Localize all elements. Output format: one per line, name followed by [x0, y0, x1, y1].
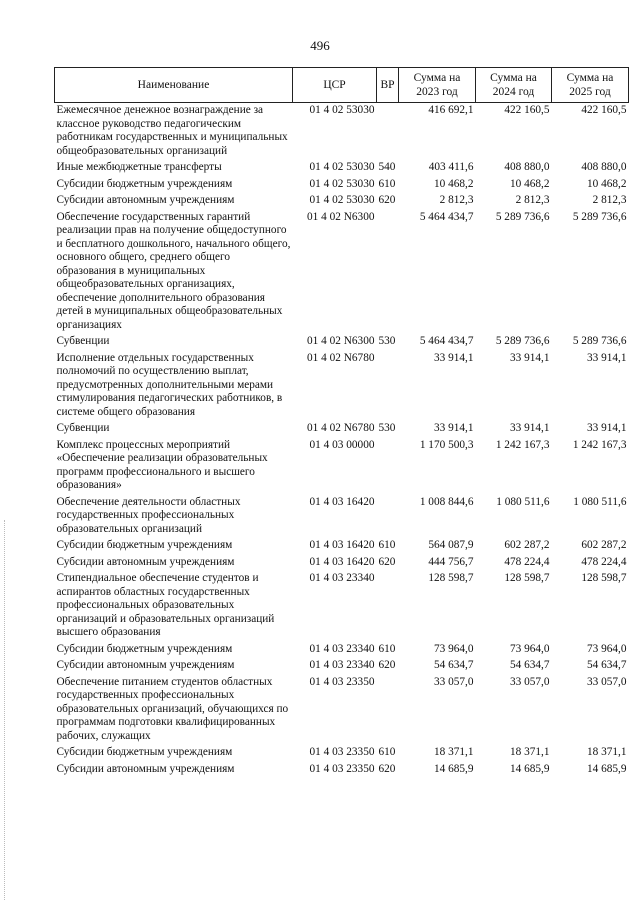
row-sum-2025-cell: 54 634,7 [586, 659, 627, 671]
row-sum-2025-cell: 33 914,1 [586, 422, 627, 434]
table-row [55, 103, 629, 161]
row-vr-cell [377, 675, 399, 746]
row-vr-cell [377, 210, 399, 335]
row-name-cell: Субсидии бюджетным учреждениям [56, 177, 233, 190]
row-sum-2023-cell: 5 464 434,7 [419, 335, 474, 347]
row-sum-2024-cell: 2 812,3 [515, 194, 550, 206]
row-name-cell: Стипендиальное обеспечение студентов и аспирантов областных государственных профессиональных образовательных организаций и образовательных организаций высшего образования [56, 572, 275, 638]
row-sum-2023-cell: 416 692,1 [428, 104, 474, 116]
row-vr-cell [377, 351, 399, 422]
row-vr-cell [377, 103, 399, 161]
row-sum-2023-cell: 33 914,1 [433, 422, 474, 434]
row-sum-2024-cell: 54 634,7 [509, 659, 550, 671]
row-sum-2024-cell: 14 685,9 [509, 762, 550, 775]
row-name-cell: Иные межбюджетные трансферты [56, 161, 222, 173]
table-row [55, 571, 629, 642]
row-vr-cell [377, 438, 399, 495]
row-sum-2023-cell: 10 468,2 [433, 177, 474, 190]
row-sum-2024-cell: 1 080 511,6 [496, 495, 550, 508]
row-vr-cell: 610 [378, 642, 396, 655]
page-number: 496 [310, 38, 330, 53]
row-sum-2024-cell: 602 287,2 [504, 539, 550, 551]
row-sum-2023-cell: 2 812,3 [439, 194, 474, 206]
row-csr-cell: 01 4 03 16420 [309, 539, 375, 551]
row-vr-cell: 620 [378, 194, 396, 206]
budget-table [54, 67, 629, 778]
row-csr-cell: 01 4 02 N6780 [307, 351, 375, 364]
row-name-cell: Обеспечение питанием студентов областных государственных профессиональных образовательных организаций, обучающихся по программам подготовки квалифицированных рабочих, служащих [56, 675, 289, 742]
row-name-cell: Субсидии бюджетным учреждениям [56, 746, 233, 758]
row-vr-cell: 610 [378, 177, 396, 190]
row-sum-2023-cell: 564 087,9 [428, 539, 474, 551]
table-body [55, 103, 629, 779]
row-sum-2024-cell: 33 914,1 [509, 422, 550, 434]
header-vr: ВР [377, 68, 399, 103]
table-row [55, 555, 629, 572]
row-sum-2025-cell: 602 287,2 [581, 539, 627, 551]
row-vr-cell: 540 [378, 161, 396, 173]
row-vr-cell [377, 571, 399, 642]
row-sum-2024-cell: 73 964,0 [509, 642, 550, 655]
row-vr-cell: 620 [378, 555, 396, 568]
row-sum-2024-cell: 478 224,4 [504, 555, 550, 568]
row-csr-cell: 01 4 03 16420 [309, 495, 375, 508]
table-row [55, 762, 629, 779]
row-sum-2024-cell: 1 242 167,3 [495, 438, 550, 451]
row-vr-cell: 530 [378, 335, 396, 347]
row-csr-cell: 01 4 03 23340 [309, 642, 375, 655]
row-csr-cell: 01 4 02 53030 [309, 194, 375, 206]
row-sum-2025-cell: 33 914,1 [586, 351, 627, 364]
row-sum-2023-cell: 1 170 500,3 [419, 438, 474, 451]
row-csr-cell: 01 4 02 N6300 [307, 335, 375, 347]
row-sum-2025-cell: 14 685,9 [586, 762, 627, 775]
row-sum-2023-cell: 73 964,0 [433, 642, 474, 655]
row-sum-2024-cell: 5 289 736,6 [495, 210, 550, 223]
row-sum-2025-cell: 18 371,1 [586, 746, 627, 758]
row-sum-2025-cell: 33 057,0 [586, 675, 627, 688]
row-csr-cell: 01 4 03 16420 [309, 555, 375, 568]
row-sum-2023-cell: 33 057,0 [433, 675, 474, 688]
row-name-cell: Субсидии бюджетным учреждениям [56, 642, 233, 655]
table-header-row [55, 68, 629, 103]
header-name: Наименование [55, 68, 293, 103]
row-sum-2025-cell: 2 812,3 [592, 194, 627, 206]
row-name-cell: Ежемесячное денежное вознаграждение за классное руководство педагогическим работникам государственных и муниципальных общеобразовательных организаций [56, 104, 288, 157]
row-sum-2023-cell: 18 371,1 [433, 746, 474, 758]
row-sum-2023-cell: 54 634,7 [433, 659, 474, 671]
table-row [55, 658, 629, 675]
row-sum-2023-cell: 14 685,9 [433, 762, 474, 775]
header-sum-2024: Сумма на 2024 год [476, 68, 552, 103]
table-row [55, 421, 629, 438]
row-sum-2024-cell: 5 289 736,6 [495, 335, 550, 347]
row-csr-cell: 01 4 02 53030 [309, 104, 375, 116]
table-row [55, 438, 629, 495]
row-sum-2024-cell: 408 880,0 [504, 161, 550, 173]
row-csr-cell: 01 4 03 23340 [309, 572, 375, 584]
row-sum-2023-cell: 403 411,6 [428, 161, 474, 173]
row-name-cell: Обеспечение государственных гарантий реализации прав на получение общедоступного и бесплатного дошкольного, начального общего, основного общего, среднего общего образования в муниципальных общеобразовательных организациях, обеспечение дополнительного образования детей в муниципальных общеобразовательных организациях [56, 210, 291, 331]
table-row [55, 675, 629, 746]
row-sum-2023-cell: 1 008 844,6 [419, 495, 474, 508]
row-sum-2025-cell: 5 289 736,6 [572, 210, 627, 223]
row-sum-2025-cell: 1 242 167,3 [572, 438, 627, 451]
row-csr-cell: 01 4 03 23350 [309, 762, 375, 775]
table-row [55, 334, 629, 351]
row-vr-cell: 530 [378, 422, 396, 434]
row-sum-2025-cell: 422 160,5 [581, 104, 627, 116]
header-sum-2025: Сумма на 2025 год [552, 68, 629, 103]
row-vr-cell: 620 [378, 659, 396, 671]
row-sum-2023-cell: 444 756,7 [428, 555, 474, 568]
row-sum-2024-cell: 33 057,0 [509, 675, 550, 688]
row-sum-2025-cell: 408 880,0 [581, 161, 627, 173]
table-row [55, 351, 629, 422]
table-row [55, 642, 629, 659]
row-csr-cell: 01 4 03 23350 [309, 675, 375, 688]
table-row [55, 210, 629, 335]
table-row [55, 745, 629, 762]
row-name-cell: Комплекс процессных мероприятий «Обеспечение реализации образовательных программ профессионального и высшего образования» [56, 438, 268, 491]
row-sum-2024-cell: 422 160,5 [504, 104, 550, 116]
row-name-cell: Субсидии автономным учреждениям [56, 194, 235, 206]
row-name-cell: Субвенции [56, 335, 110, 347]
row-sum-2024-cell: 10 468,2 [509, 177, 550, 190]
row-vr-cell: 610 [378, 539, 396, 551]
row-vr-cell: 620 [378, 762, 396, 775]
row-csr-cell: 01 4 02 53030 [309, 161, 375, 173]
row-sum-2023-cell: 33 914,1 [433, 351, 474, 364]
row-sum-2024-cell: 18 371,1 [509, 746, 550, 758]
margin-marks [4, 520, 13, 900]
table-row [55, 177, 629, 194]
row-sum-2025-cell: 128 598,7 [581, 572, 627, 584]
row-sum-2025-cell: 73 964,0 [586, 642, 627, 655]
row-name-cell: Исполнение отдельных государственных полномочий по осуществлению выплат, предусмотренных дополнительными мерами стимулирования педагогических работников, в системе общего образования [56, 351, 283, 418]
row-vr-cell: 610 [378, 746, 396, 758]
row-csr-cell: 01 4 02 N6300 [307, 210, 375, 223]
row-name-cell: Субсидии бюджетным учреждениям [56, 539, 233, 551]
row-sum-2025-cell: 1 080 511,6 [573, 495, 627, 508]
row-sum-2023-cell: 128 598,7 [428, 572, 474, 584]
row-sum-2025-cell: 478 224,4 [581, 555, 627, 568]
row-name-cell: Субсидии автономным учреждениям [56, 555, 235, 568]
row-name-cell: Субвенции [56, 422, 110, 434]
row-csr-cell: 01 4 03 00000 [309, 438, 375, 451]
row-sum-2025-cell: 5 289 736,6 [572, 335, 627, 347]
row-name-cell: Субсидии автономным учреждениям [56, 659, 235, 671]
row-vr-cell [377, 495, 399, 539]
row-csr-cell: 01 4 03 23350 [309, 746, 375, 758]
row-sum-2024-cell: 128 598,7 [504, 572, 550, 584]
table-row [55, 538, 629, 555]
table-row [55, 495, 629, 539]
row-sum-2023-cell: 5 464 434,7 [419, 210, 474, 223]
row-csr-cell: 01 4 03 23340 [309, 659, 375, 671]
header-csr: ЦСР [293, 68, 377, 103]
row-name-cell: Обеспечение деятельности областных государственных профессиональных образовательных организаций [56, 495, 241, 535]
row-csr-cell: 01 4 02 53030 [309, 177, 375, 190]
table-row [55, 193, 629, 210]
row-csr-cell: 01 4 02 N6780 [307, 422, 375, 434]
row-sum-2025-cell: 10 468,2 [586, 177, 627, 190]
header-sum-2023: Сумма на 2023 год [399, 68, 476, 103]
row-sum-2024-cell: 33 914,1 [509, 351, 550, 364]
table-row [55, 160, 629, 177]
row-name-cell: Субсидии автономным учреждениям [56, 762, 235, 775]
